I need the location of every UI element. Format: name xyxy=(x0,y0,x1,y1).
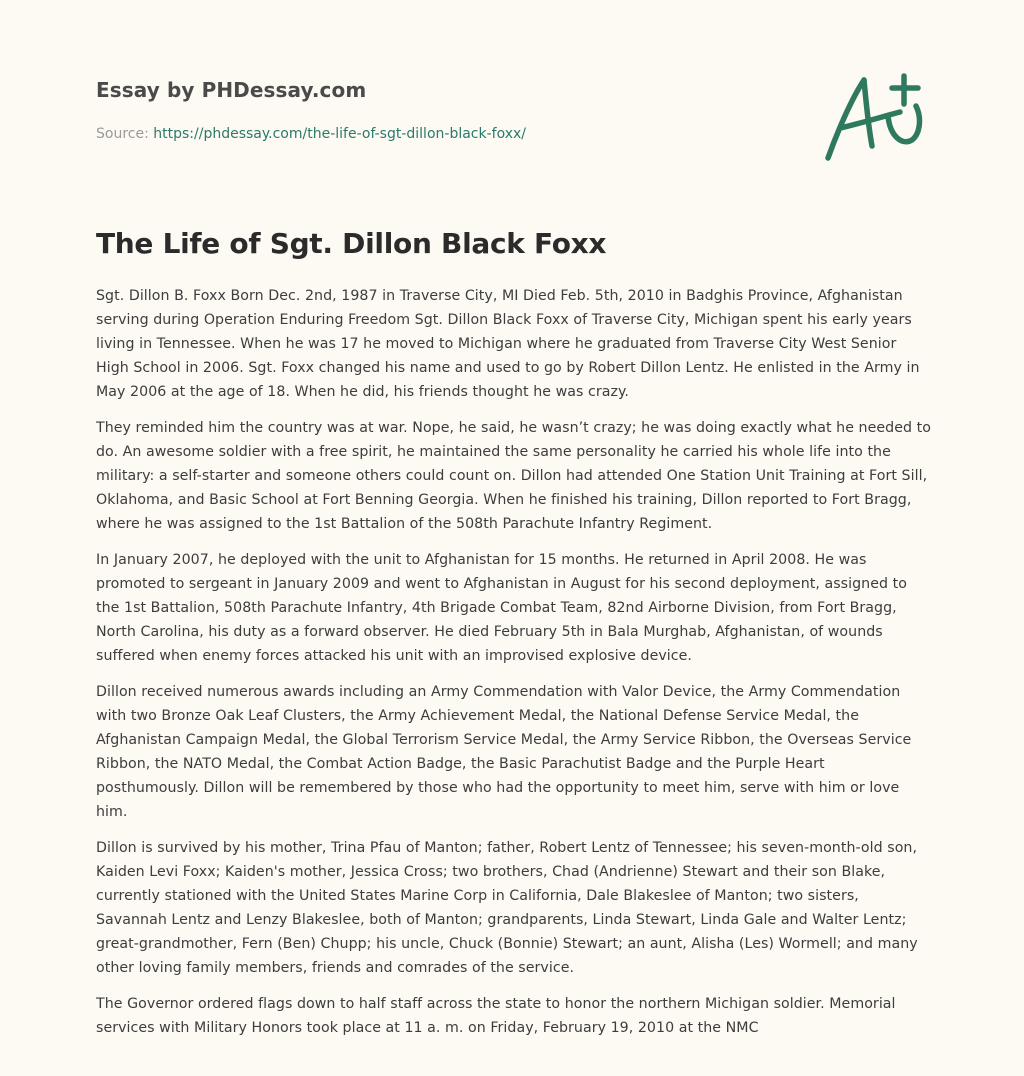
a-plus-logo-icon xyxy=(818,66,930,166)
source-link[interactable]: https://phdessay.com/the-life-of-sgt-dillon-black-foxx/ xyxy=(153,126,527,142)
source-label: Source: xyxy=(96,126,149,142)
essay-paragraph: Dillon received numerous awards including an Army Commendation with Valor Device, the Army Commendation with two Bronze Oak Leaf Clusters, the Army Achievement Medal, the National Defense Service Medal, the Afghanistan Campaign Medal, the Global Terrorism Service Medal, the Army Service Ribbon, the Overseas Service Ribbon, the NATO Medal, the Combat Action Badge, the Basic Parachutist Badge and the Purple Heart posthumously. Dillon will be remembered by those who had the opportunity to meet him, serve with him or love him. xyxy=(96,684,912,820)
essay-paragraph: Sgt. Dillon B. Foxx Born Dec. 2nd, 1987 in Traverse City, MI Died Feb. 5th, 2010 in Badghis Province, Afghanistan serving during Operation Enduring Freedom Sgt. Dillon Black Foxx of Traverse City, Michigan spent his early years living in Tennessee. When he was 17 he moved to Michigan where he graduated from Traverse City West Senior High School in 2006. Sgt. Foxx changed his name and used to go by Robert Dillon Lentz. He enlisted in the Army in May 2006 at the age of 18. When he did, his friends thought he was crazy. xyxy=(96,288,920,400)
essay-paragraph: The Governor ordered flags down to half staff across the state to honor the northern Michigan soldier. Memorial services with Military Honors took place at 11 a. m. on Friday, February 19, 2010 at the NMC xyxy=(96,996,896,1036)
essay-paragraph: Dillon is survived by his mother, Trina Pfau of Manton; father, Robert Lentz of Tennessee; his seven-month-old son, Kaiden Levi Foxx; Kaiden's mother, Jessica Cross; two brothers, Chad (Andrienne) Stewart and their son Blake, currently stationed with the United States Marine Corp in California, Dale Blakeslee of Manton; two sisters, Savannah Lentz and Lenzy Blakeslee, both of Manton; grandparents, Linda Stewart, Linda Gale and Walter Lentz; great-grandmother, Fern (Ben) Chupp; his uncle, Chuck (Bonnie) Stewart; an aunt, Alisha (Les) Wormell; and many other loving family members, friends and comrades of the service. xyxy=(96,840,918,976)
essay-paragraph: In January 2007, he deployed with the unit to Afghanistan for 15 months. He returned in April 2008. He was promoted to sergeant in January 2009 and went to Afghanistan in August for his second deployment, assigned to the 1st Battalion, 508th Parachute Infantry, 4th Brigade Combat Team, 82nd Airborne Division, from Fort Bragg, North Carolina, his duty as a forward observer. He died February 5th in Bala Murghab, Afghanistan, of wounds suffered when enemy forces attacked his unit with an improvised explosive device. xyxy=(96,552,907,664)
essay-paragraph: They reminded him the country was at war. Nope, he said, he wasn’t crazy; he was doing exactly what he needed to do. An awesome soldier with a free spirit, he maintained the same personality he carried his whole life into the military: a self-starter and someone others could count on. Dillon had attended One Station Unit Training at Fort Sill, Oklahoma, and Basic School at Fort Benning Georgia. When he finished his training, Dillon reported to Fort Bragg, where he was assigned to the 1st Battalion of the 508th Parachute Infantry Regiment. xyxy=(96,420,931,532)
essay-title: The Life of Sgt. Dillon Black Foxx xyxy=(96,227,607,260)
site-brand: Essay by PHDessay.com xyxy=(96,78,367,102)
source-line xyxy=(96,124,716,144)
page-header xyxy=(96,76,716,144)
essay-body xyxy=(96,284,932,1052)
